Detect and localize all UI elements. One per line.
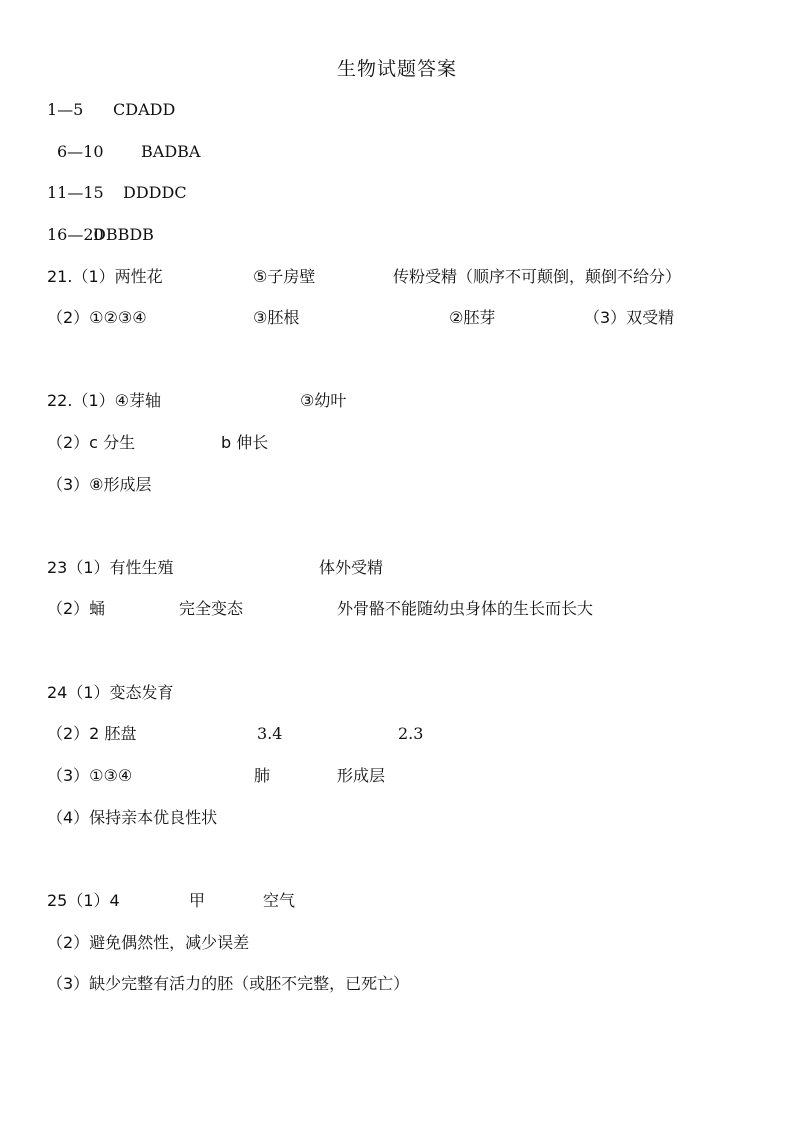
answer-text: 空气 bbox=[263, 891, 296, 910]
page-title: 生物试题答案 bbox=[336, 58, 457, 80]
answer-text: 23（1）有性生殖 bbox=[47, 558, 174, 577]
answer-text: 22.（1）④芽轴 bbox=[47, 391, 161, 410]
answer-text: ③幼叶 bbox=[300, 391, 347, 410]
q24-line-2 bbox=[47, 722, 747, 746]
mc-range: 1—5 bbox=[47, 100, 84, 119]
q24-line-4 bbox=[47, 806, 747, 830]
answer-text: （3）缺少完整有活力的胚（或胚不完整，已死亡） bbox=[47, 974, 410, 993]
answer-text: b 伸长 bbox=[221, 433, 269, 452]
mc-answers: DBBDB bbox=[93, 225, 154, 244]
answer-text: 25（1）4 bbox=[47, 891, 120, 910]
q22-line-1 bbox=[47, 389, 747, 413]
mc-row-3 bbox=[47, 181, 247, 205]
q21-line-1 bbox=[47, 265, 747, 289]
answer-text: 24（1）变态发育 bbox=[47, 683, 174, 702]
mc-answers: BADBA bbox=[141, 142, 201, 161]
answer-text: 形成层 bbox=[337, 766, 386, 785]
q25-line-1 bbox=[47, 889, 747, 913]
answer-text: 21.（1）两性花 bbox=[47, 267, 163, 286]
answer-text: 传粉受精（顺序不可颠倒，颠倒不给分） bbox=[393, 267, 682, 286]
mc-answers: CDADD bbox=[113, 100, 176, 119]
answer-text: （3）①③④ bbox=[47, 766, 133, 785]
answer-text: （4）保持亲本优良性状 bbox=[47, 808, 218, 827]
answer-text: 3.4 bbox=[257, 724, 283, 743]
answer-text: 外骨骼不能随幼虫身体的生长而长大 bbox=[337, 599, 594, 618]
q24-line-1 bbox=[47, 681, 747, 705]
q23-line-1 bbox=[47, 556, 747, 580]
answer-text: ⑤子房壁 bbox=[253, 267, 316, 286]
answer-text: （2）c 分生 bbox=[47, 433, 136, 452]
answer-text: （3）双受精 bbox=[584, 308, 675, 327]
mc-answers: DDDDC bbox=[123, 183, 187, 202]
q25-line-2 bbox=[47, 931, 747, 955]
q22-line-2 bbox=[47, 431, 747, 455]
answer-text: ②胚芽 bbox=[449, 308, 496, 327]
mc-row-2 bbox=[57, 140, 257, 164]
q25-line-3 bbox=[47, 972, 747, 996]
answer-text: 体外受精 bbox=[319, 558, 384, 577]
answer-text: （2）2 胚盘 bbox=[47, 724, 137, 743]
mc-row-4 bbox=[47, 223, 247, 247]
answer-text: （2）避免偶然性，减少误差 bbox=[47, 933, 250, 952]
mc-range: 11—15 bbox=[47, 183, 104, 202]
answer-text: 2.3 bbox=[398, 724, 424, 743]
answer-text: 完全变态 bbox=[179, 599, 244, 618]
q23-line-2 bbox=[47, 597, 747, 621]
mc-row-1 bbox=[47, 98, 247, 122]
q21-line-2 bbox=[47, 306, 747, 330]
answer-text: ③胚根 bbox=[253, 308, 300, 327]
answer-text: （3）⑧形成层 bbox=[47, 475, 152, 494]
q22-line-3 bbox=[47, 473, 747, 497]
answer-text: （2）①②③④ bbox=[47, 308, 147, 327]
answer-text: （2）蛹 bbox=[47, 599, 106, 618]
mc-range: 16—20 bbox=[47, 225, 104, 244]
answer-text: 肺 bbox=[254, 766, 271, 785]
answer-text: 甲 bbox=[189, 891, 206, 910]
q24-line-3 bbox=[47, 764, 747, 788]
mc-range: 6—10 bbox=[57, 142, 104, 161]
